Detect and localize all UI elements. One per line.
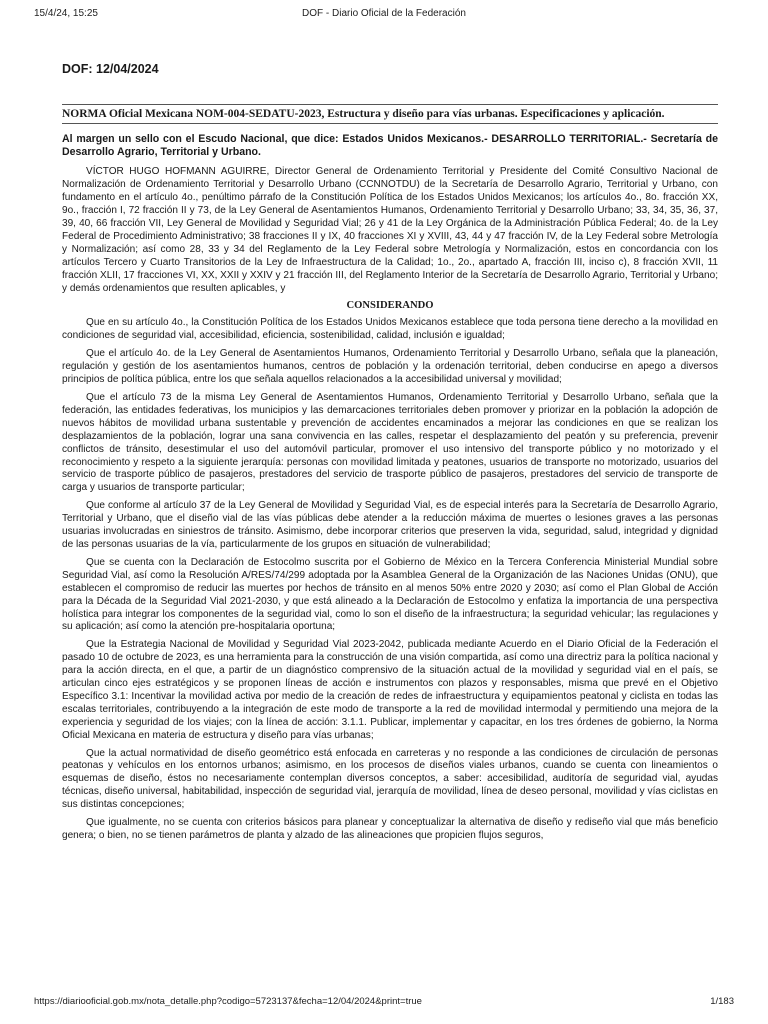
- print-page-indicator: 1/183: [710, 996, 734, 1007]
- considerando-paragraph-6: Que la Estrategia Nacional de Movilidad y Seguridad Vial 2023-2042, publicada mediante Acuerdo en el Diario Oficial de la Federación el pasado 10 de octubre de 2023, es una herramienta para la construcción de una visión compartida, así como una directriz para la política nacional y para la acción directa, en el que, a partir de un diagnóstico comprensivo de la situación actual de la movilidad y seguridad vial en el país, se articulan cinco ejes estratégicos y se proponen líneas de acción e instrumentos con plazos y responsables, misma que prevé en el Objetivo Específico 3.1: Incentivar la movilidad activa por medio de la creación de redes de infraestructura y equipamientos peatonal y ciclista en todas las escalas territoriales, contribuyendo a la integración de este modo de transporte a la red de movilidad intermodal y permitiendo una mejora de la experiencia y seguridad de los viajes; con la línea de acción: 3.1.1. Publicar, implementar y capacitar, en los tres órdenes de gobierno, la Norma Oficial Mexicana en materia de estructura y diseño para vías urbanas;: [62, 639, 718, 741]
- norma-title: NORMA Oficial Mexicana NOM-004-SEDATU-2023, Estructura y diseño para vías urbanas. Especificaciones y aplicación.: [62, 104, 718, 124]
- preamble-paragraph: VÍCTOR HUGO HOFMANN AGUIRRE, Director General de Ordenamiento Territorial y Presidente del Comité Consultivo Nacional de Normalización de Ordenamiento Territorial y Desarrollo Urbano (CCNNOTDU) de la Secretaría de Desarrollo Agrario, Territorial y Urbano, con fundamento en el artículo 4o., penúltimo párrafo de la Constitución Política de los Estados Unidos Mexicanos; los artículos 4o., 8o. fracción XX, 9o., fracción I, 72 fracción II y 73, de la Ley General de Asentamientos Humanos, Ordenamiento Territorial y Desarrollo Urbano; 33, 34, 35, 36, 37, 39, 40, 66 fracción VII, Ley General de Movilidad y Seguridad Vial; 26 y 41 de la Ley Orgánica de la Administración Pública Federal; 4o. de la Ley Federal de Procedimiento Administrativo; 38 fracciones II y IX, 40 fracciones XI y XVIII, 43, 44 y 47 fracción IV, de la Ley Federal sobre Metrología y Normalización; así como 28, 33 y 34 del Reglamento de la Ley Federal sobre Metrología y Normalización, estos en concordancia con los artículos Tercero y Cuarto Transitorios de la Ley de Infraestructura de la Calidad; 1o., 2o., apartado A, fracción III, inciso c), 8 fracción XVII, 11 fracción XLII, 17 fracciones VI, XX, XXII y XXIV y 21 fracción III, del Reglamento Interior de la Secretaría de Desarrollo Agrario, Territorial y Urbano; y demás ordenamientos que resulten aplicables, y: [62, 166, 718, 294]
- margin-note: Al margen un sello con el Escudo Nacional, que dice: Estados Unidos Mexicanos.- DESARROLLO TERRITORIAL.- Secretaría de Desarrollo Agrario, Territorial y Urbano.: [62, 133, 718, 159]
- dof-date: DOF: 12/04/2024: [62, 62, 159, 76]
- print-footer: [34, 996, 734, 1012]
- considerando-paragraph-4: Que conforme al artículo 37 de la Ley General de Movilidad y Seguridad Vial, es de especial interés para la Secretaría de Desarrollo Agrario, Territorial y Urbano, que el diseño vial de las vías públicas debe atender a la reducción máxima de muertes o lesiones graves a las personas usuarias involucradas en siniestros de tránsito. Asimismo, debe incorporar criterios que preserven la vida, seguridad, salud, integridad y dignidad de las personas usuarias de la vía, particularmente de los grupos en situación de vulnerabilidad;: [62, 500, 718, 550]
- considerando-paragraph-8: Que igualmente, no se cuenta con criterios básicos para planear y conceptualizar la alternativa de diseño y rediseño vial que más beneficio genera; o bien, no se tienen parámetros de planta y alzado de las alineaciones que propicien flujos seguros,: [62, 817, 718, 841]
- document-body: [62, 62, 718, 848]
- considerando-paragraph-3: Que el artículo 73 de la misma Ley General de Asentamientos Humanos, Ordenamiento Territorial y Desarrollo Urbano, señala que la federación, las entidades federativas, los municipios y las demarcaciones territoriales deben promover y priorizar en la población la adopción de nuevos hábitos de movilidad urbana sustentable y prevención de accidentes encaminados a mejorar las condiciones en que se realizan los desplazamientos de la población, lograr una sana convivencia en las calles, respetar el desplazamiento del peatón y su preferencia, prevenir conflictos de tránsito, desestimular el uso del automóvil particular, promover el uso intensivo del transporte público y no motorizado y el reconocimiento y respeto a la siguiente jerarquía: personas con movilidad limitada y peatones, usuarios de transporte no motorizado, usuarios del servicio de trasporte público de pasajeros, prestadores del servicio de trasporte público de pasajeros, prestadores del servicio de transporte de carga y usuarios de transporte particular;: [62, 392, 718, 494]
- print-url: https://diariooficial.gob.mx/nota_detalle.php?codigo=5723137&fecha=12/04/2024&print=true: [34, 996, 422, 1007]
- considerando-paragraph-1: Que en su artículo 4o., la Constitución Política de los Estados Unidos Mexicanos establece que toda persona tiene derecho a la movilidad en condiciones de seguridad vial, accesibilidad, eficiencia, sostenibilidad, calidad, inclusión e igualdad;: [62, 317, 718, 342]
- considerando-paragraph-7: Que la actual normatividad de diseño geométrico está enfocada en carreteras y no responde a las condiciones de circulación de personas peatonas y vehículos en los entornos urbanos; asimismo, en los procesos de diseños viales urbanos, cuando se cuenta con lineamientos o esquemas de diseño, éstos no necesariamente contemplan diversos conceptos, a saber: accesibilidad, auditoría de seguridad vial, ayudas técnicas, diseño universal, habitabilidad, inspección de seguridad vial, jerarquía de movilidad, línea de deseo personal, movilidad y vías ciclistas en sus distintas concepciones;: [62, 747, 718, 811]
- considerando-paragraph-5: Que se cuenta con la Declaración de Estocolmo suscrita por el Gobierno de México en la Tercera Conferencia Ministerial Mundial sobre Seguridad Vial, así como la Resolución A/RES/74/299 adoptada por la Asamblea General de la Organización de las Naciones Unidas (ONU), que establecen el compromiso de reducir las muertes por hechos de tránsito en al menos 50% entre 2020 y 2030; así como el Plan Global de Acción para la Década de la Seguridad Vial 2021-2030, y que está alineado a la Declaración de Estocolmo y enfatiza la importancia de una perspectiva holística para integrar los componentes de la seguridad vial, como lo son el diseño de la infraestructura; la seguridad vehicular; las regulaciones y su aplicación; así como la atención pre-hospitalaria oportuna;: [62, 556, 718, 633]
- print-page-title: DOF - Diario Oficial de la Federación: [302, 8, 466, 19]
- print-header: [34, 8, 734, 26]
- considerando-paragraph-2: Que el artículo 4o. de la Ley General de Asentamientos Humanos, Ordenamiento Territorial y Desarrollo Urbano, señala que la planeación, regulación y gestión de los asentamientos humanos, centros de población y la ordenación territorial, deben conducirse en apego a diversos principios de política pública, entre los que señala aquellos relacionados a la accesibilidad universal y movilidad;: [62, 348, 718, 386]
- section-heading-considerando: CONSIDERANDO: [346, 300, 434, 312]
- print-datetime: 15/4/24, 15:25: [34, 8, 98, 19]
